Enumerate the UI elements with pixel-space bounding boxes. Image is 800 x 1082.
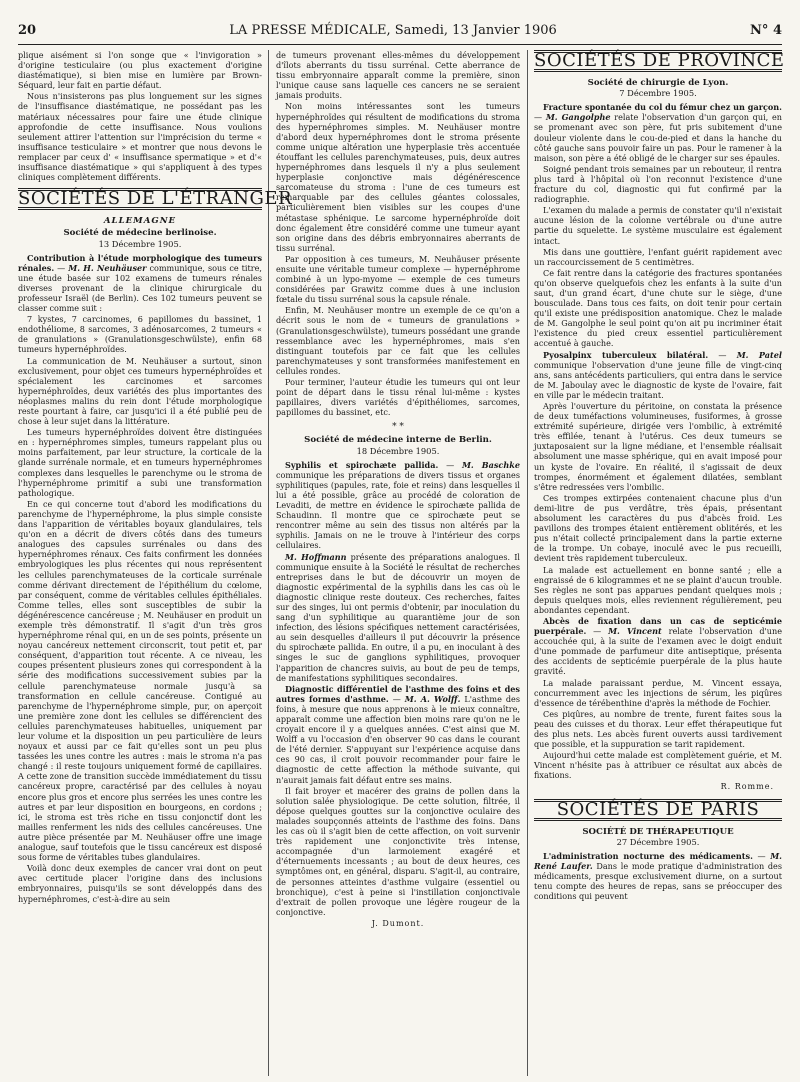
article-title: Fracture spontanée du col du fémur chez un garçon. [543, 102, 782, 113]
section-separator: * * [392, 422, 404, 433]
article-paragraph: Abcès de fixation dans un cas de septicémie puerpérale. — M. Vincent relate l'observation d'une accouchée qui, à la suite de l'examen avec le doigt enduit d'une pommade de parfumeur dite antiseptique, présenta des accidents de septicémie puerpérale de la plus haute gravité. [534, 615, 782, 677]
column-3 [534, 50, 785, 1076]
section-title-etranger: SOCIÉTÉS DE L'ÉTRANGER [18, 188, 293, 210]
article-paragraph: Syphilis et spirochæte pallida. — M. Baschke communique les préparations de divers tissus et organes syphilitiques (papules, rate, foie et reins) dans lesquelles il lui a été possible, grâce au procédé de coloration de Levaditi, de mettre en évidence le spirochæte pallida de Schaudinn. Il montre que ce spirochæte peut se rencontrer même au sein des tissus non altérés par la syphilis. Jamais on ne le trouve à l'intérieur des corps cellulaires. [276, 459, 520, 551]
column-divider [527, 50, 528, 1076]
article-author: M. Baschke [461, 459, 520, 470]
paragraph: Après l'ouverture du péritoine, on constata la présence de deux tuméfactions volumineuses, fusiformes, à grosse extrémité supérieure, dirigée vers l'ombilic, à extrémité très effilée, tenant à l'utérus. Ces deux tumeurs se juxtaposaient sur la ligne médiane, et l'ensemble réalisait absolument une masse sphérique, qui en avait imposé pour un kyste de l'ovaire. En réalité, il s'agissait de deux trompes, énormément et également dilatées, semblant s'être redressées vers l'ombilic. [534, 401, 782, 492]
column-2 [276, 50, 520, 1076]
society-name: Société de chirurgie de Lyon. [587, 78, 729, 89]
article-text: présente des préparations analogues. Il communique ensuite à la Société le résultat de recherches entreprises dans le but de découvrir un moyen de diagnostic expérimental de la syphilis dans les cas où le diagnostic clinique reste douteux. Ces recherches, faites sur des singes, lui ont permis d'obtenir, par inoculation du sang d'un syphilitique au quarantième jour de son infection, des lésions spécifiques nettement caractérisées, au sein desquelles d'ailleurs il put découvrir la présence du spirochæte pallida. En outre, il a pu, en inoculant à des singes le suc de ganglions syphilitiques, provoquer l'apparition de chancres suivis, au bout de peu de temps, de manifestations syphilitiques secondaires. [276, 551, 520, 683]
article-text: communique l'observation d'une jeune fille de vingt-cinq ans, sans antécédents particuliers, qui entra dans le service de M. Jaboulay avec le diagnostic de kyste de l'ovaire, fait en ville par le médecin traitant. [534, 359, 782, 400]
paragraph: Enfin, M. Neuhäuser montre un exemple de ce qu'on a décrit sous le nom de « tumeurs de granulations » (Granulationsgeschwülste), tumeurs possédant une grande ressemblance avec les hypernéphromes, mais s'en distinguant toutefois par ce fait que les cellules parenchymateuses y sont transformées manifestement en cellules rondes. [276, 305, 520, 376]
session-date: 7 Décembre 1905. [619, 88, 697, 99]
paragraph: Aujourd'hui cette malade est complètement guérie, et M. Vincent n'hésite pas à attribuer ce résultat aux abcès de fixations. [534, 750, 782, 781]
paragraph: Il fait broyer et macérer des grains de pollen dans la solution salée physiologique. De cette solution, filtrée, il dépose quelques gouttes sur la conjonctive oculaire des malades soupçonnés atteints de l'asthme des foins. Dans les cas où il s'agit bien de cette affection, on voit survenir très rapidement une conjonctivite très intense, accompagnée d'un larmoiement exagéré et d'éternuements incessants ; au bout de deux heures, ces symptômes ont, en général, disparu. S'agit-il, au contraire, de personnes atteintes d'asthme vulgaire (essentiel ou bronchique), c'est à peine si l'instillation conjonctivale d'extrait de pollen provoque une légère rougeur de la conjonctive. [276, 785, 520, 917]
article-author: M. Vincent [608, 626, 662, 637]
article-title: Diagnostic différentiel de l'asthme des foins et des autres formes d'asthme. [276, 683, 520, 704]
paragraph: 7 kystes, 7 carcinomes, 6 papillomes du bassinet, 1 endothéliome, 8 sarcomes, 3 adénosarcomes, 2 tumeurs « de granulations » (Granulationsgeschwülste), enfin 68 tumeurs hypernéphroïdes. [18, 314, 262, 355]
article-author: M. Hoffmann [285, 551, 347, 562]
society-name: SOCIÉTÉ DE THÉRAPEUTIQUE [582, 826, 734, 837]
paragraph: Voilà donc deux exemples de cancer vrai dont on peut avec certitude placer l'origine dans des inclusions embryonnaires, puisqu'ils se sont développés dans des hypernéphromes, c'est-à-dire au sein [18, 863, 262, 904]
page-number: 20 [18, 22, 37, 38]
article-author: M. René Laufer. [534, 850, 782, 871]
article-paragraph [276, 552, 520, 683]
country-heading: ALLEMAGNE [103, 216, 177, 227]
paragraph: L'examen du malade a permis de constater qu'il n'existait aucune lésion de la colonne vertébrale ou d'une autre partie du squelette. Le système musculaire est également intact. [534, 205, 782, 246]
paragraph: En ce qui concerne tout d'abord les modifications du parenchyme de l'hypernéphrome, la plus simple consiste dans l'apparition de véritables boyaux glandulaires, tels qu'on en a décrit de divers côtés dans des tumeurs analogues des capsules surrénales ou dans des hypernéphromes rénaux. Ces faits confirment les données embryologiques les plus récentes qui nous représentent les cellules parenchymateuses de la corticale surrénale comme dérivant directement de l'épithélium du cœlome, par conséquent, comme de véritables cellules épithéliales. Comme telles, elles sont susceptibles de subir la dégénérescence cancéreuse ; M. Neuhäuser en produit un exemple très démonstratif. Il s'agit d'un très gros hypernéphrome rénal qui, en un de ses points, présente un noyau cancéreux nettement circonscrit, tout petit et, par conséquent, d'apparition tout récente. A ce niveau, les coupes présentent plusieurs zones qui correspondent à la série des modifications successivement subies par la cellule parenchymateuse normale jusqu'à sa transformation en cellule cancéreuse. Contigué au parenchyme de l'hypernéphrome simple, pur, on aperçoit une première zone dont les cellules se différencient des cellules parenchymateuses habituelles, uniquement par leur volume et la disposition un peu particulière de leurs noyaux et aussi par ce fait qu'elles sont un peu plus tassées les unes contre les autres : mais le stroma n'a pas changé : il reste toujours uniquement formé de capillaires. A cette zone de transition succède immédiatement du tissu cancéreux propre, caractérisé par des cellules à noyau encore plus gros et encore plus serrées les unes contre les autres et par leur disposition en bourgeons, en cordons ; ici, le stroma est très riche en tissu conjonctif dont les mailles renferment les nids des cellules cancéreuses. Une autre pièce présentée par M. Neuhäuser offre une image analogue, sauf toutefois que le tissu cancéreux est disposé sous forme de véritables tubes glandulaires. [18, 498, 262, 863]
paragraph: plique aisément si l'on songe que « l'invigoration » d'origine testiculaire (ou plus exactement d'origine diastématique), si bien mise en lumière par Brown-Séquard, leur fait en partie défaut. [18, 50, 262, 91]
paragraph: La communication de M. Neuhäuser a surtout, sinon exclusivement, pour objet ces tumeurs hypernéphroïdes et spécialement les carcinomes et sarcomes hypernéphroïdes, deux variétés des plus importantes des néoplasmes malins du rein dont l'étude morphologique reste pourtant à faire, car jusqu'ici il a été publié peu de chose à leur sujet dans la littérature. [18, 355, 262, 427]
signature: R. Romme. [720, 782, 774, 792]
article-text: relate l'observation d'une accouchée qui, à la suite de l'examen avec le doigt enduit d'une pommade de parfumeur dite antiseptique, présenta des accidents de septicémie puerpérale de la plus haute gravité. [534, 626, 782, 677]
article-paragraph: L'administration nocturne des médicaments. — M. René Laufer. Dans le mode pratique d'administration des médicaments, presque exclusivement diurne, on a surtout tenu compte des heures de repas, sans se préoccuper des conditions qui peuvent [534, 850, 782, 902]
section-title-province: SOCIÉTÉS DE PROVINCE [534, 50, 785, 71]
paragraph: Mis dans une gouttière, l'enfant guérit rapidement avec un raccourcissement de 5 centimètres. [534, 246, 782, 267]
paragraph: Soigné pendant trois semaines par un rebouteur, il rentra plus tard à l'hôpital où l'on reconnut l'existence d'une fracture du col, diagnostic qui fut confirmé par la radiographie. [534, 163, 782, 205]
session-date: 27 Décembre 1905. [616, 836, 700, 847]
article-title: Syphilis et spirochæte pallida. [285, 459, 439, 470]
article-author: M. Patel [736, 349, 782, 360]
article-text: Dans le mode pratique d'administration des médicaments, presque exclusivement diurne, on a surtout tenu compte des heures de repas, sans se préoccuper des conditions qui peuvent [534, 860, 782, 902]
article-author: M. A. Wolff. [404, 693, 461, 704]
paragraph: Ces trompes extirpées contenaient chacune plus d'un demi-litre de pus verdâtre, très épais, présentant absolument les caractères du pus d'abcès froid. Les pavillons des trompes étaient entièrement oblitérés, et les pus n'était collecté principalement dans la partie externe de la trompe. Un cobaye, inoculé avec le pus recueilli, devient très rapidement tuberculeux. [534, 492, 782, 564]
paragraph: Par opposition à ces tumeurs, M. Neuhäuser présente ensuite une véritable tumeur complexe — hypernéphrome combiné à un lypo-myome — exemple de ces tumeurs considérées par Grawitz comme dues à une inclusion fœtale du tissu surrénal sous la capsule rénale. [276, 253, 520, 305]
paragraph: Ce fait rentre dans la catégorie des fractures spontanées qu'on observe quelquefois chez les enfants à la suite d'un saut, d'un grand écart, d'une chute sur le siège, d'une bousculade. Dans tous ces faits, on doit tenir pour certain qu'il existe une prédisposition anatomique. Chez le malade de M. Gangolphe le seul point qu'on ait pu incriminer était l'existence du pied creux essentiel particulièrement accentué à gauche. [534, 267, 782, 349]
article-paragraph: Diagnostic différentiel de l'asthme des foins et des autres formes d'asthme. — M. A. Wolff. L'asthme des foins, à mesure que nous apprenons à le mieux connaître, apparaît comme une affection bien moins rare qu'on ne le croyait encore il y a quelques années. C'est ainsi que M. Wolff a vu l'occasion d'en observer 90 cas dans le courant de l'été dernier. S'appuyant sur l'expérience acquise dans ces 90 cas, il croit pouvoir recommander pour faire le diagnostic de cette affection la méthode suivante, qui n'aurait jamais fait défaut entre ses mains. [276, 683, 520, 785]
column-1 [18, 50, 293, 1076]
running-header [18, 20, 782, 40]
article-title: L'administration nocturne des médicaments. [543, 850, 753, 861]
paragraph: Les tumeurs hypernéphroïdes doivent être distinguées en : hypernéphromes simples, tumeurs rappelant plus ou moins parfaitement, par leur structure, la corticale de la glande surrénale normale, et en tumeurs hypernéphromes complexes dans lesquelles le parenchyme ou le stroma de l'hypernéphrome primitif a subi une transformation pathologique. [18, 427, 262, 498]
section-title-paris: SOCIÉTÉS DE PARIS [534, 799, 782, 821]
article-text: relate l'observation d'un garçon qui, en se promenant avec son père, fut pris subitement d'une douleur violente dans le cou-de-pied et dans la hanche du côté gauche sans pouvoir faire un pas. Pour le ramener à la maison, son père a été obligé de le charger sur ses épaules. [534, 112, 782, 163]
article-paragraph: Contribution à l'étude morphologique des tumeurs rénales. — M. H. Neuhäuser communique, sous ce titre, une étude basée sur 102 examens de tumeurs rénales diverses provenant de la clinique chirurgicale du professeur Israël (de Berlin). Ces 102 tumeurs peuvent se classer comme suit : [18, 252, 263, 314]
article-author: M. H. Neuhäuser [68, 262, 147, 273]
paragraph: La malade est actuellement en bonne santé ; elle a engraissé de 6 kilogrammes et ne se plaint d'aucun trouble. Ses règles ne sont pas apparues pendant quelques mois ; depuis quelques mois, elles reviennent régulièrement, peu abondantes cependant. [534, 564, 782, 615]
society-name: Société de médecine interne de Berlin. [304, 435, 492, 446]
signature: J. Dumont. [371, 918, 425, 928]
article-text: communique, sous ce titre, une étude basée sur 102 examens de tumeurs rénales diverses provenant de la clinique chirurgicale du professeur Israël (de Berlin). Ces 102 tumeurs peuvent se classer comme suit : [18, 262, 263, 314]
paragraph: La malade paraissant perdue, M. Vincent essaya, concurremment avec les injections de sérum, les piqûres d'essence de térébenthine d'après la méthode de Fochier. [534, 677, 782, 708]
paragraph: Ces piqûres, au nombre de trente, furent faites sous la peau des cuisses et du thorax. Leur effet thérapeutique fut des plus nets. Les abcès furent ouverts aussi tardivement que possible, et la suppuration se tarit rapidement. [534, 708, 782, 750]
journal-title: LA PRESSE MÉDICALE, Samedi, 13 Janvier 1906 [229, 22, 557, 38]
article-paragraph: Pyosalpinx tuberculeux bilatéral. — M. Patel communique l'observation d'une jeune fille de vingt-cinq ans, sans antécédents particuliers, qui entra dans le service de M. Jaboulay avec le diagnostic de kyste de l'ovaire, fait en ville par le médecin traitant. [534, 349, 782, 400]
paragraph: Non moins intéressantes sont les tumeurs hypernéphroïdes qui résultent de modifications du stroma des hypernéphromes simples. M. Neuhäuser montre d'abord deux hypernéphromes dont le stroma présente comme unique altération une hyperplasie très accentuée étouffant les cellules parenchymateuses, puis, deux autres hypernéphromes dans lesquels il n'y a plus seulement hyperplasie conjonctive mais dégénérescence sarcomateuse du stroma : l'une de ces tumeurs est remarquable par des cellules géantes colossales, particulièrement bien visibles sur les coupes d'une métastase sphénique. Le sarcome hypernéphroïde doit donc également être considéré comme une tumeur ayant son origine dans des débris embryonnaires aberrants de tissu surrénal. [276, 101, 520, 253]
paragraph: Nous n'insisterons pas plus longuement sur les signes de l'insuffisance diastématique, ne possédant pas les matériaux nécessaires pour faire une étude clinique approfondie de cette insuffisance. Nous voulions seulement attirer l'attention sur l'imprécision du terme « insuffisance testiculaire » et montrer que nous devons le remplacer par ceux d' « insuffisance spermatique » et d'« insuffisance diastématique » qui s'appliquent à des types cliniques complètement différents. [18, 91, 262, 183]
issue-number: N° 4 [750, 22, 782, 38]
article-text: communique les préparations de divers tissus et organes syphilitiques (papules, rate, foie et reins) dans lesquelles il lui a été possible, grâce au procédé de coloration de Levaditi, de mettre en évidence le spirochæte pallida de Schaudinn. Il montre que ce spirochæte peut se rencontrer même au sein des tissus non altérés par la syphilis. Jamais on ne le trouve à l'intérieur des corps cellulaires. [276, 469, 520, 551]
article-paragraph: Fracture spontanée du col du fémur chez un garçon. — M. Gangolphe relate l'observation d'un garçon qui, en se promenant avec son père, fut pris subitement d'une douleur violente dans le cou-de-pied et dans la hanche du côté gauche sans pouvoir faire un pas. Pour le ramener à la maison, son père a été obligé de le charger sur ses épaules. [534, 102, 782, 163]
paragraph: de tumeurs provenant elles-mêmes du développement d'îlots aberrants du tissu surrénal. Cette aberrance de tissu embryonnaire apparaît comme la première, sinon l'unique cause sans laquelle ces cancers ne se seraient jamais produits. [276, 50, 520, 101]
session-date: 18 Décembre 1905. [356, 445, 440, 456]
article-title: Abcès de fixation dans un cas de septicémie puerpérale. [534, 615, 782, 637]
article-title: Pyosalpinx tuberculeux bilatéral. [543, 349, 709, 360]
session-date: 13 Décembre 1905. [98, 238, 182, 249]
paragraph: Pour terminer, l'auteur étudie les tumeurs qui ont leur point de départ dans le tissu rénal lui-même : kystes papillaires, divers variétés d'épithéliomes, sarcomes, papillomes du bassinet, etc. [276, 377, 520, 418]
article-text: L'asthme des foins, à mesure que nous apprenons à le mieux connaître, apparaît comme une affection bien moins rare qu'on ne le croyait encore il y a quelques années. C'est ainsi que M. Wolff a vu l'occasion d'en observer 90 cas dans le courant de l'été dernier. S'appuyant sur l'expérience acquise dans ces 90 cas, il croit pouvoir recommander pour faire le diagnostic de cette affection la méthode suivante, qui n'aurait jamais fait défaut entre ses mains. [276, 693, 520, 785]
header-rule [18, 44, 782, 45]
article-title: Contribution à l'étude morphologique des tumeurs rénales. [18, 252, 262, 273]
society-name: Société de médecine berlinoise. [63, 228, 217, 239]
article-author: M. Gangolphe [545, 112, 611, 123]
